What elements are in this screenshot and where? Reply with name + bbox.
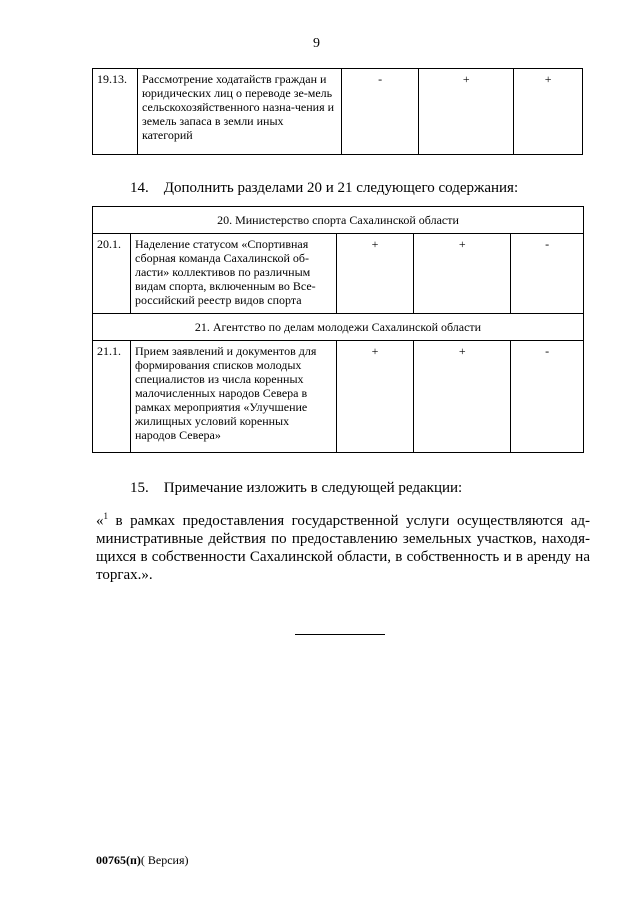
row-mark-1: - [341,69,419,155]
table-continuation [92,68,583,155]
row-mark-1: + [336,341,414,453]
note-open-quote: « [96,513,104,529]
row-mark-2: + [419,69,514,155]
section-20-title: 20. Министерство спорта Сахалинской области [93,207,584,234]
separator-line [295,634,385,635]
row-mark-3: - [511,234,584,314]
row-description: Прием заявлений и документов для формирования списков молодых специалистов из числа коренных малочисленных народов Севера в рамках мероприятия «Улучшение жилищных условий коренных народов Севера» [130,341,336,453]
table-new-sections [92,206,584,453]
document-footer [96,853,189,868]
row-mark-3: + [514,69,583,155]
note-text [96,507,590,584]
table-row [93,234,584,314]
row-number: 20.1. [93,234,131,314]
row-number: 19.13. [93,69,138,155]
section-21-title: 21. Агентство по делам молодежи Сахалинской области [93,314,584,341]
note-body: в рамках предоставления государственной услуги осуществляются ад-министративные действия по предоставлению земельных участков, находя-щихся в собственности Сахалинской области, в собственность и в аренду на торгах.». [96,513,590,583]
table-row [93,69,583,155]
footer-version: ( Версия) [140,853,189,867]
page-number: 9 [313,36,320,51]
note-superscript: 1 [103,511,108,521]
row-number: 21.1. [93,341,131,453]
item-15: 15. Примечание изложить в следующей редакции: [130,480,463,496]
row-mark-3: - [511,341,584,453]
item-14: 14. Дополнить разделами 20 и 21 следующего содержания: [130,180,519,196]
footer-code: 00765(п) [96,853,141,867]
row-mark-1: + [336,234,414,314]
row-description: Наделение статусом «Спортивная сборная команда Сахалинской об-ласти» коллективов по различным видам спорта, включенным во Все-российский реестр видов спорта [130,234,336,314]
table-row [93,341,584,453]
row-description: Рассмотрение ходатайств граждан и юридических лиц о переводе зе-мель сельскохозяйственного назна-чения и земель запаса в земли иных категорий [137,69,341,155]
section-header-row [93,207,584,234]
section-header-row [93,314,584,341]
row-mark-2: + [414,341,511,453]
row-mark-2: + [414,234,511,314]
